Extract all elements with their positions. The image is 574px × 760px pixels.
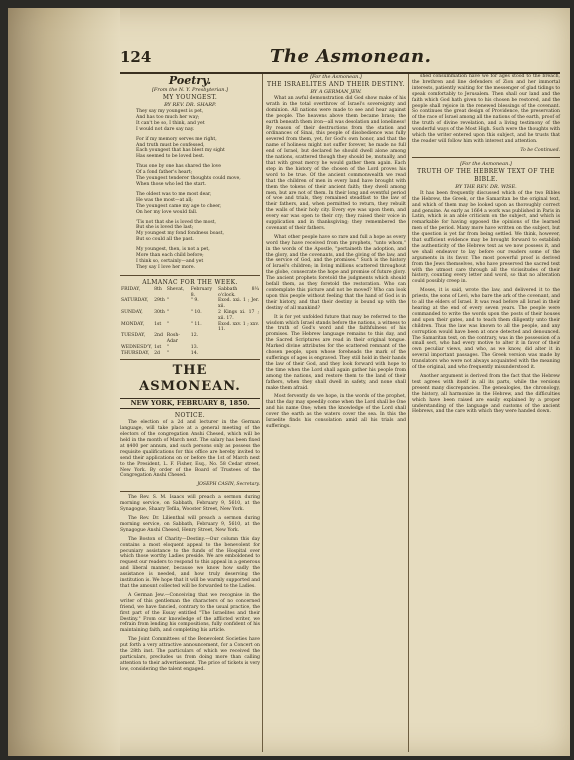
poetry-heading: Poetry. xyxy=(168,74,212,87)
almanac-title: ALMANAC FOR THE WEEK. xyxy=(142,278,238,286)
almanac-cell: 2d xyxy=(154,350,160,356)
poem-line: More than each child before; xyxy=(136,253,204,259)
article-paragraph: The Boston of Charity—Destiny.—Our column this day contains a most eloquent appeal to the benevolent for pecuniary assistance to the funds of the Hospital over which those worthy Ladies preside. We are emboldened to request our readers to respond to this appeal in a generous and liberal manner, because we know how sadly the assistance is needed, and how truly deserving the institution is. We hope that it will be warmly supported and that the amount collected will be forwarded to the Ladies. xyxy=(120,536,260,589)
almanac-cell: WEDNESD'Y, xyxy=(121,344,153,350)
article-paragraph: It has been frequently discussed which of the two Bibles the Hebrew, the Greek, or the Samaritan be the original text, and which of them may be looked upon as thoroughly correct and genuine. As early as 1664 a work was published in Paris in Latin, which is an able criticism on the subject, and which is remarkable for having opposed the opinions of the learned men of the period. Many more have written on the subject, but the question is yet far from being settled. We think, however, that sufficient evidence may be brought forward to establish the authenticity of the Hebrew text as we now possess it, and we shall endeavor to lay before our readers some of the arguments in its favor. The most powerful proof is derived from the Jews themselves, who have preserved the sacred text with the utmost care through all the vicissitudes of their history, counting every letter and word, so that no alteration could possibly creep in. xyxy=(412,190,560,285)
almanac-cell: 2nd xyxy=(154,333,163,339)
article-paragraph: The Rev. Dr. Lilienthal will preach a sermon during morning service, on Sabbath, February 9, 5610, at the Synagogue Anshi Chesed, Henry Street, New York. xyxy=(120,516,260,533)
article-author: BY THE REV. DR. WISE. xyxy=(455,183,517,190)
poem-stanza xyxy=(136,164,260,188)
almanac-cell: " 10. xyxy=(190,309,202,315)
book-spine-shadow xyxy=(8,8,120,756)
almanac-row xyxy=(120,333,260,345)
almanac-cell: 2 Kings xi. 17 ; xii. 17. xyxy=(217,309,259,321)
poem-source: [From the N. Y. Presbyterian.] xyxy=(151,87,228,93)
article-paragraph: What an awful demonstration did God show make of his wrath in the total overthrow of Israel's sovereignty and dominion. All nations were made to see and hear against the people. The heavens above them became brass; the earth beneath them iron—all was desolation and loneliness! By reason of their destructions from the station and ordinances of Sinai, this people of disobedience was fully severed from them, yet, for God's own honor, and that the name of holiness might not suffer forever, he made no full end of Israel, but declared he should dwell alone among the nations, scattered though they should be, mutually, and that with great mercy he would gather them again. Each step in the history of the chosen of the Lord proves his word to be true. Of the ancient commonwealth we read that the children of men in every land have brought with them the tokens of their ancient faith; they dwell among men, but are not of them. In their long and eventful period of woe and trials, they remained steadfast to the law of their fathers, and, when permitted to return, they rebuilt the walls of their holy city. Every eye was upon them, and every ear was open to their cry; they raised their voice in supplication and in thanksgiving; they remembered the covenant of their fathers. xyxy=(266,96,406,231)
article-source: [For the Asmonean.] xyxy=(460,160,512,167)
paper-title: The Asmonean. xyxy=(270,46,432,67)
poem-stanza xyxy=(136,137,260,161)
article-source: [For the Asmonean.] xyxy=(310,74,362,80)
dateline: NEW YORK, FEBRUARY 8, 1850. xyxy=(120,398,260,409)
almanac-cell: " xyxy=(166,344,169,350)
poem-body xyxy=(120,109,260,271)
almanac-row xyxy=(120,310,260,322)
almanac-cell: 1st xyxy=(154,321,162,327)
article-paragraph: The Rev. S. M. Isaacs will preach a sermon during morning service, on Sabbath, February 9, 5610, at the Synagogue, Shaary Tefila, Wooster Street, New York. xyxy=(120,495,260,513)
almanac-cell: 14. xyxy=(190,350,199,356)
almanac-cell xyxy=(217,333,260,345)
almanac-cell: TUESDAY, xyxy=(121,333,146,339)
notice-text: The election of a 2d and lecturer in the German language, will take place at a general meeting of the electors of the congregation Anshi Chesed, which will be held in the month of March next. The salary has been fixed at $400 per annum, and such persons only as possess the requisite qualifications for this office are hereby invited to send their applications on or before the 1st of March next to the President, L. F. Fisher, Esq., No. 58 Cedar street, New York. By order of the Board of Trustees of the Congregation Anshi Chesed. xyxy=(120,420,260,479)
article-paragraph: What other people have so rare and full a hope as every word they have received from the prophets, "unto whom," in the words of the Apostle, "pertaineth the adoption, and the glory, and the covenants, and the giving of the law, and the service of God, and the promises." Such is the history of Israel's children; in living millions scattered throughout the globe, consecrate the hope and promise of future glory. The ancient prophets foretold the judgments which should befall them, as they foretold the restoration. Who can contemplate this picture and not be moved? Who can look upon this people without feeling that the hand of God is in their history, and that their destiny is bound up with the destiny of all mankind? xyxy=(266,234,406,311)
almanac-cell: 8th xyxy=(154,286,162,292)
page-header xyxy=(120,48,560,74)
poem-line: For if my memory serves me right, xyxy=(136,136,217,142)
almanac-cell: SUNDAY, xyxy=(121,309,143,315)
poem-title: MY YOUNGEST. xyxy=(162,94,218,101)
almanac-cell: " xyxy=(166,321,169,327)
article-title: TRUTH OF THE HEBREW TEXT OF THE BIBLE. xyxy=(417,167,555,183)
poem-line: I think so, certainly—and yet xyxy=(136,258,204,264)
almanac-cell: Exod. xxi. 1 ; Jer. xii. xyxy=(217,298,259,310)
poem-line: The youngest came my age to cheer, xyxy=(136,203,222,209)
notice-heading: NOTICE. xyxy=(174,412,206,420)
almanac-cell: Exod. xxv. 1 ; xxv. 11. xyxy=(217,321,259,333)
poem-line: Each youngest that has blest my sight xyxy=(136,148,225,154)
poem-line: My youngest, then, is not a pet, xyxy=(136,247,210,253)
almanac-cell: " 9. xyxy=(190,298,199,304)
article-paragraph: Most fervently do we hope, in the words of the prophet, that the day may speedily come when the Lord shall be One and his name One; when the knowledge of the Lord shall cover the earth as the waters cover the sea. In this the Israelite finds his consolation amid all his trials and sufferings. xyxy=(266,394,406,429)
poem-line: The oldest was to me most dear, xyxy=(136,191,212,197)
article-paragraph: Moses, it is said, wrote the law, and delivered it to the priests, the sons of Levi, who bare the ark of the covenant, and to all the elders of Israel. It was read before all Israel in their hearing at the end of every seven years. The people were commanded to write the words upon the posts of their houses and upon their gates, and to teach them diligently unto their children. Thus the law was known to all the people, and any corruption would have been at once detected and denounced. The Samaritan text, on the contrary, was in the possession of a small sect, who had every motive to alter it in favor of their own peculiar views, and who, as we know, did alter it in several important passages. The Greek version was made by translators who were not always acquainted with the meaning of the original, and who frequently misunderstood it. xyxy=(412,288,560,371)
to-be-continued: To be Continued. xyxy=(520,147,560,153)
poem-line: I would not dare say nay. xyxy=(136,126,195,132)
almanac-cell xyxy=(217,351,260,357)
column-1 xyxy=(120,74,260,676)
almanac-cell: Sabbath 8¼ o'clock. xyxy=(217,286,259,298)
poem-line: Thus one by one has shared the love xyxy=(136,164,222,170)
poem-stanza xyxy=(136,247,260,271)
poem-line: But she is loved the last; xyxy=(136,225,194,231)
poem-line: He was the most—at all; xyxy=(136,197,193,203)
poem-stanza xyxy=(136,192,260,216)
poem-line: They say I love her more. xyxy=(136,264,196,270)
almanac-cell: Shevat, xyxy=(166,286,185,292)
article-paragraph: A German Jew.—Conceiving that we recognise in the writer of this gentleman the characters of no concerned friend, we have fancied, contrary to the usual practice, the first part of the Essay entitled "The Israelites and their Destiny." From our knowledge of the afflicted writer, we refrain from lending his compositions, fully confident of his maintaining faith, and completing his article. xyxy=(120,592,260,634)
column-2 xyxy=(266,74,406,433)
notice-signature: JOSEPH CASIN, Secretary. xyxy=(197,482,260,488)
poem-line: It can't be so, I think, and yet xyxy=(136,120,205,126)
article-paragraph: The Joint Committees of the Benevolent Societies have put forth a very attractive announcement, for a Concert on the 28th inst. The particulars of which we received the particulars, precludes us from doing more than calling attention to their advertisement. The price of tickets is very low, considering the talent engaged. xyxy=(120,637,260,672)
poem-line: Of a fond father's heart; xyxy=(136,170,193,176)
column-3 xyxy=(412,74,560,418)
article-author: BY A GERMAN JEW. xyxy=(310,89,362,95)
masthead: THE ASMONEAN. xyxy=(139,363,241,395)
poem-line: When those who led the start. xyxy=(136,181,207,187)
almanac-cell: " xyxy=(166,298,169,304)
poem-stanza xyxy=(136,220,260,244)
poem-line: The youngest tenderer thoughts could move, xyxy=(136,176,241,182)
poem-stanza xyxy=(136,109,260,133)
poem-line: 'Tis not that she is loved the most, xyxy=(136,219,216,225)
newspaper-page xyxy=(8,8,570,756)
almanac-cell: Rosh-Adar xyxy=(166,333,180,344)
article-title: THE ISRAELITES AND THEIR DESTINY. xyxy=(267,81,405,88)
almanac-row xyxy=(120,298,260,310)
almanac-cell: 29th xyxy=(154,298,165,304)
column-rule xyxy=(262,74,263,752)
almanac-cell: " xyxy=(166,350,169,356)
poem-line: And truth must be confessed, xyxy=(136,142,205,148)
almanac-row xyxy=(120,287,260,299)
almanac-cell: 1st xyxy=(154,344,162,350)
poem-author: BY REV. DR. SHARP. xyxy=(164,102,216,108)
almanac-cell: February 8. xyxy=(190,286,213,298)
almanac-cell: 30th xyxy=(154,309,165,315)
almanac-cell: THURSDAY, xyxy=(121,350,150,356)
article-paragraph: It is for yet unfolded future that may be referred to the wisdom which Israel stands before the nations, a witness to the truth of God's word and the faithfulness of his promises. The Hebrew language remains to this day, and the Sacred Scriptures are read in their original tongue. Marked divine attributes for the scattered remnant of the chosen people, upon whose foreheads the mark of the sufferings of ages is engraved. They still hold in their hands the law of their God, and they look forward with hope to the time when the Lord shall again gather his people from among the nations, and restore them to the land of their fathers, when they shall dwell in safety, and none shall make them afraid. xyxy=(266,314,406,391)
page-number: 124 xyxy=(120,48,152,66)
poem-line: And has too much her way; xyxy=(136,114,200,120)
almanac-cell: " 11. xyxy=(190,321,202,327)
almanac-cell: FRIDAY, xyxy=(121,286,141,292)
poem-line: On her my love would fall. xyxy=(136,209,198,215)
article-paragraph: shed consummation have we for ages stood to the breach, the brethren and line defenders of Zion and her immortal interests, patiently waiting for the messenger of glad tidings to speak comfortably to Jerusalem. Then shall our land and the faith which God hath given to his chosen be restored, and the people shall rejoice in the renewed blessings of the covenant. So continues the great design of Providence, the preservation of the race of Israel among all the nations of the earth, proof of the truth of divine revelation, and a living testimony of the wonderful ways of the Most High. Such were the thoughts with which the writer entered upon this subject, and he trusts that the reader will follow him with interest and attention. xyxy=(412,74,560,144)
poem-line: My youngest my fond fondness boast, xyxy=(136,231,224,237)
almanac-row xyxy=(120,322,260,334)
poem-line: But so could all the past. xyxy=(136,237,194,243)
almanac-cell: " xyxy=(166,309,169,315)
article-paragraph: Another argument is derived from the fact that the Hebrew text agrees with itself in all its parts, while the versions present many discrepancies. The genealogies, the chronology, the history, all harmonize in the Hebrew, and the difficulties which have been raised are easily explained by a proper understanding of the language and customs of the ancient Hebrews, and the care with which they were handed down. xyxy=(412,373,560,415)
almanac-cell: 12. xyxy=(190,333,199,339)
almanac-cell: 13. xyxy=(190,344,199,350)
poem-line: They say my youngest is pet, xyxy=(136,109,204,114)
almanac-cell: SATURDAY, xyxy=(121,298,149,304)
almanac-cell: MONDAY, xyxy=(121,321,145,327)
poem-line: Has seemed to be loved best. xyxy=(136,154,205,160)
almanac-table xyxy=(120,287,260,357)
column-rule xyxy=(408,74,409,752)
almanac-row xyxy=(120,351,260,357)
